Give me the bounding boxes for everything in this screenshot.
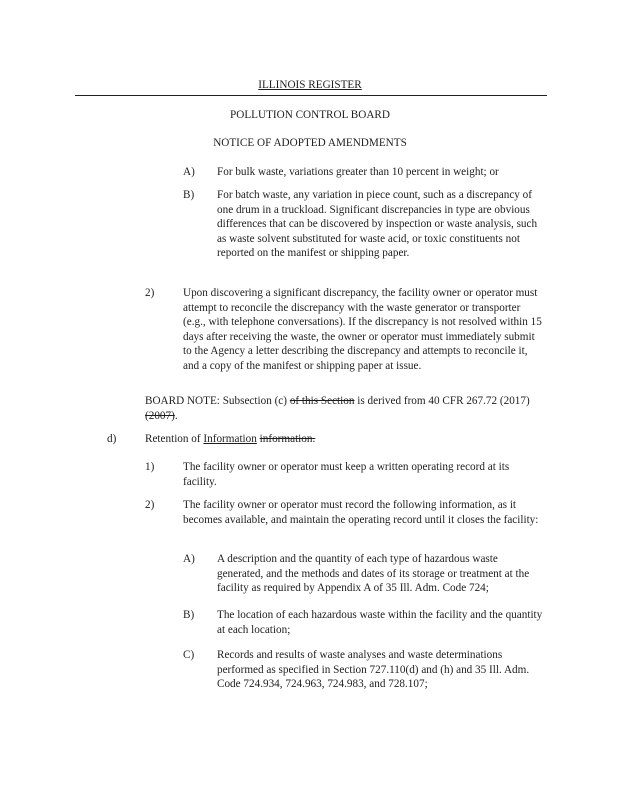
item-label: d) [107, 433, 117, 445]
item-label: 1) [145, 461, 155, 473]
item-label: 2) [145, 287, 155, 299]
board-note-text: . [174, 409, 178, 422]
item-text: A description and the quantity of each type of hazardous waste generated, and the methods and dates of its storage or treatment at the facility as required by Appendix A of 35 Ill. Adm. Code 724; [217, 553, 530, 595]
item-text: Records and results of waste analyses and waste determinations performed as specified in Section 727.110(d) and (h) and 35 Ill. Adm. Code 724.934, 724.963, 724.983, and 728.107; [217, 649, 530, 691]
item-text: The location of each hazardous waste within the facility and the quantity at each location; [217, 609, 543, 636]
item-label: B) [183, 609, 195, 621]
item-text: Upon discovering a significant discrepancy, the facility owner or operator must attempt to reconcile the discrepancy with the waste generator or transporter (e.g., with telephone conversations). If the discrepancy is not resolved within 15 days after receiving the waste, the owner or operator must immediately submit to the Agency a letter describing the discrepancy and attempts to reconcile it, and a copy of the manifest or shipping paper at issue. [183, 287, 542, 372]
item-text: For bulk waste, variations greater than 10 percent in weight; or [217, 166, 499, 178]
item-label: C) [183, 649, 195, 661]
item-text: The facility owner or operator must record the following information, as it becomes available, and maintain the operating record until it closes the facility: [183, 499, 539, 526]
board-note-deleted-text: (2007) [145, 409, 175, 422]
header-rule [75, 95, 547, 96]
heading-deleted-text: information. [259, 433, 316, 445]
item-label: 2) [145, 499, 155, 511]
section-heading [145, 432, 315, 447]
agency-title: POLLUTION CONTROL BOARD [230, 109, 390, 121]
board-note [145, 394, 540, 423]
notice-title: NOTICE OF ADOPTED AMENDMENTS [213, 137, 407, 149]
item-text: The facility owner or operator must keep a written operating record at its facility. [183, 461, 510, 488]
item-label: A) [183, 553, 195, 565]
heading-text: Retention of [145, 433, 204, 445]
heading-inserted-text: Information [203, 433, 257, 445]
board-note-text: is derived from 40 CFR 267.72 (2017) [354, 395, 530, 407]
item-text: For batch waste, any variation in piece count, such as a discrepancy of one drum in a truckload. Significant discrepancies in type are obvious differences that can be discovered by inspection or waste analysis, such as waste solvent substituted for waste acid, or toxic constituents not reported on the manifest or shipping paper. [217, 189, 538, 260]
item-label: B) [183, 189, 195, 201]
board-note-deleted-text: of this Section [289, 395, 355, 407]
board-note-text: BOARD NOTE: Subsection (c) [145, 395, 290, 407]
register-title: ILLINOIS REGISTER [258, 79, 362, 91]
item-label: A) [183, 166, 195, 178]
